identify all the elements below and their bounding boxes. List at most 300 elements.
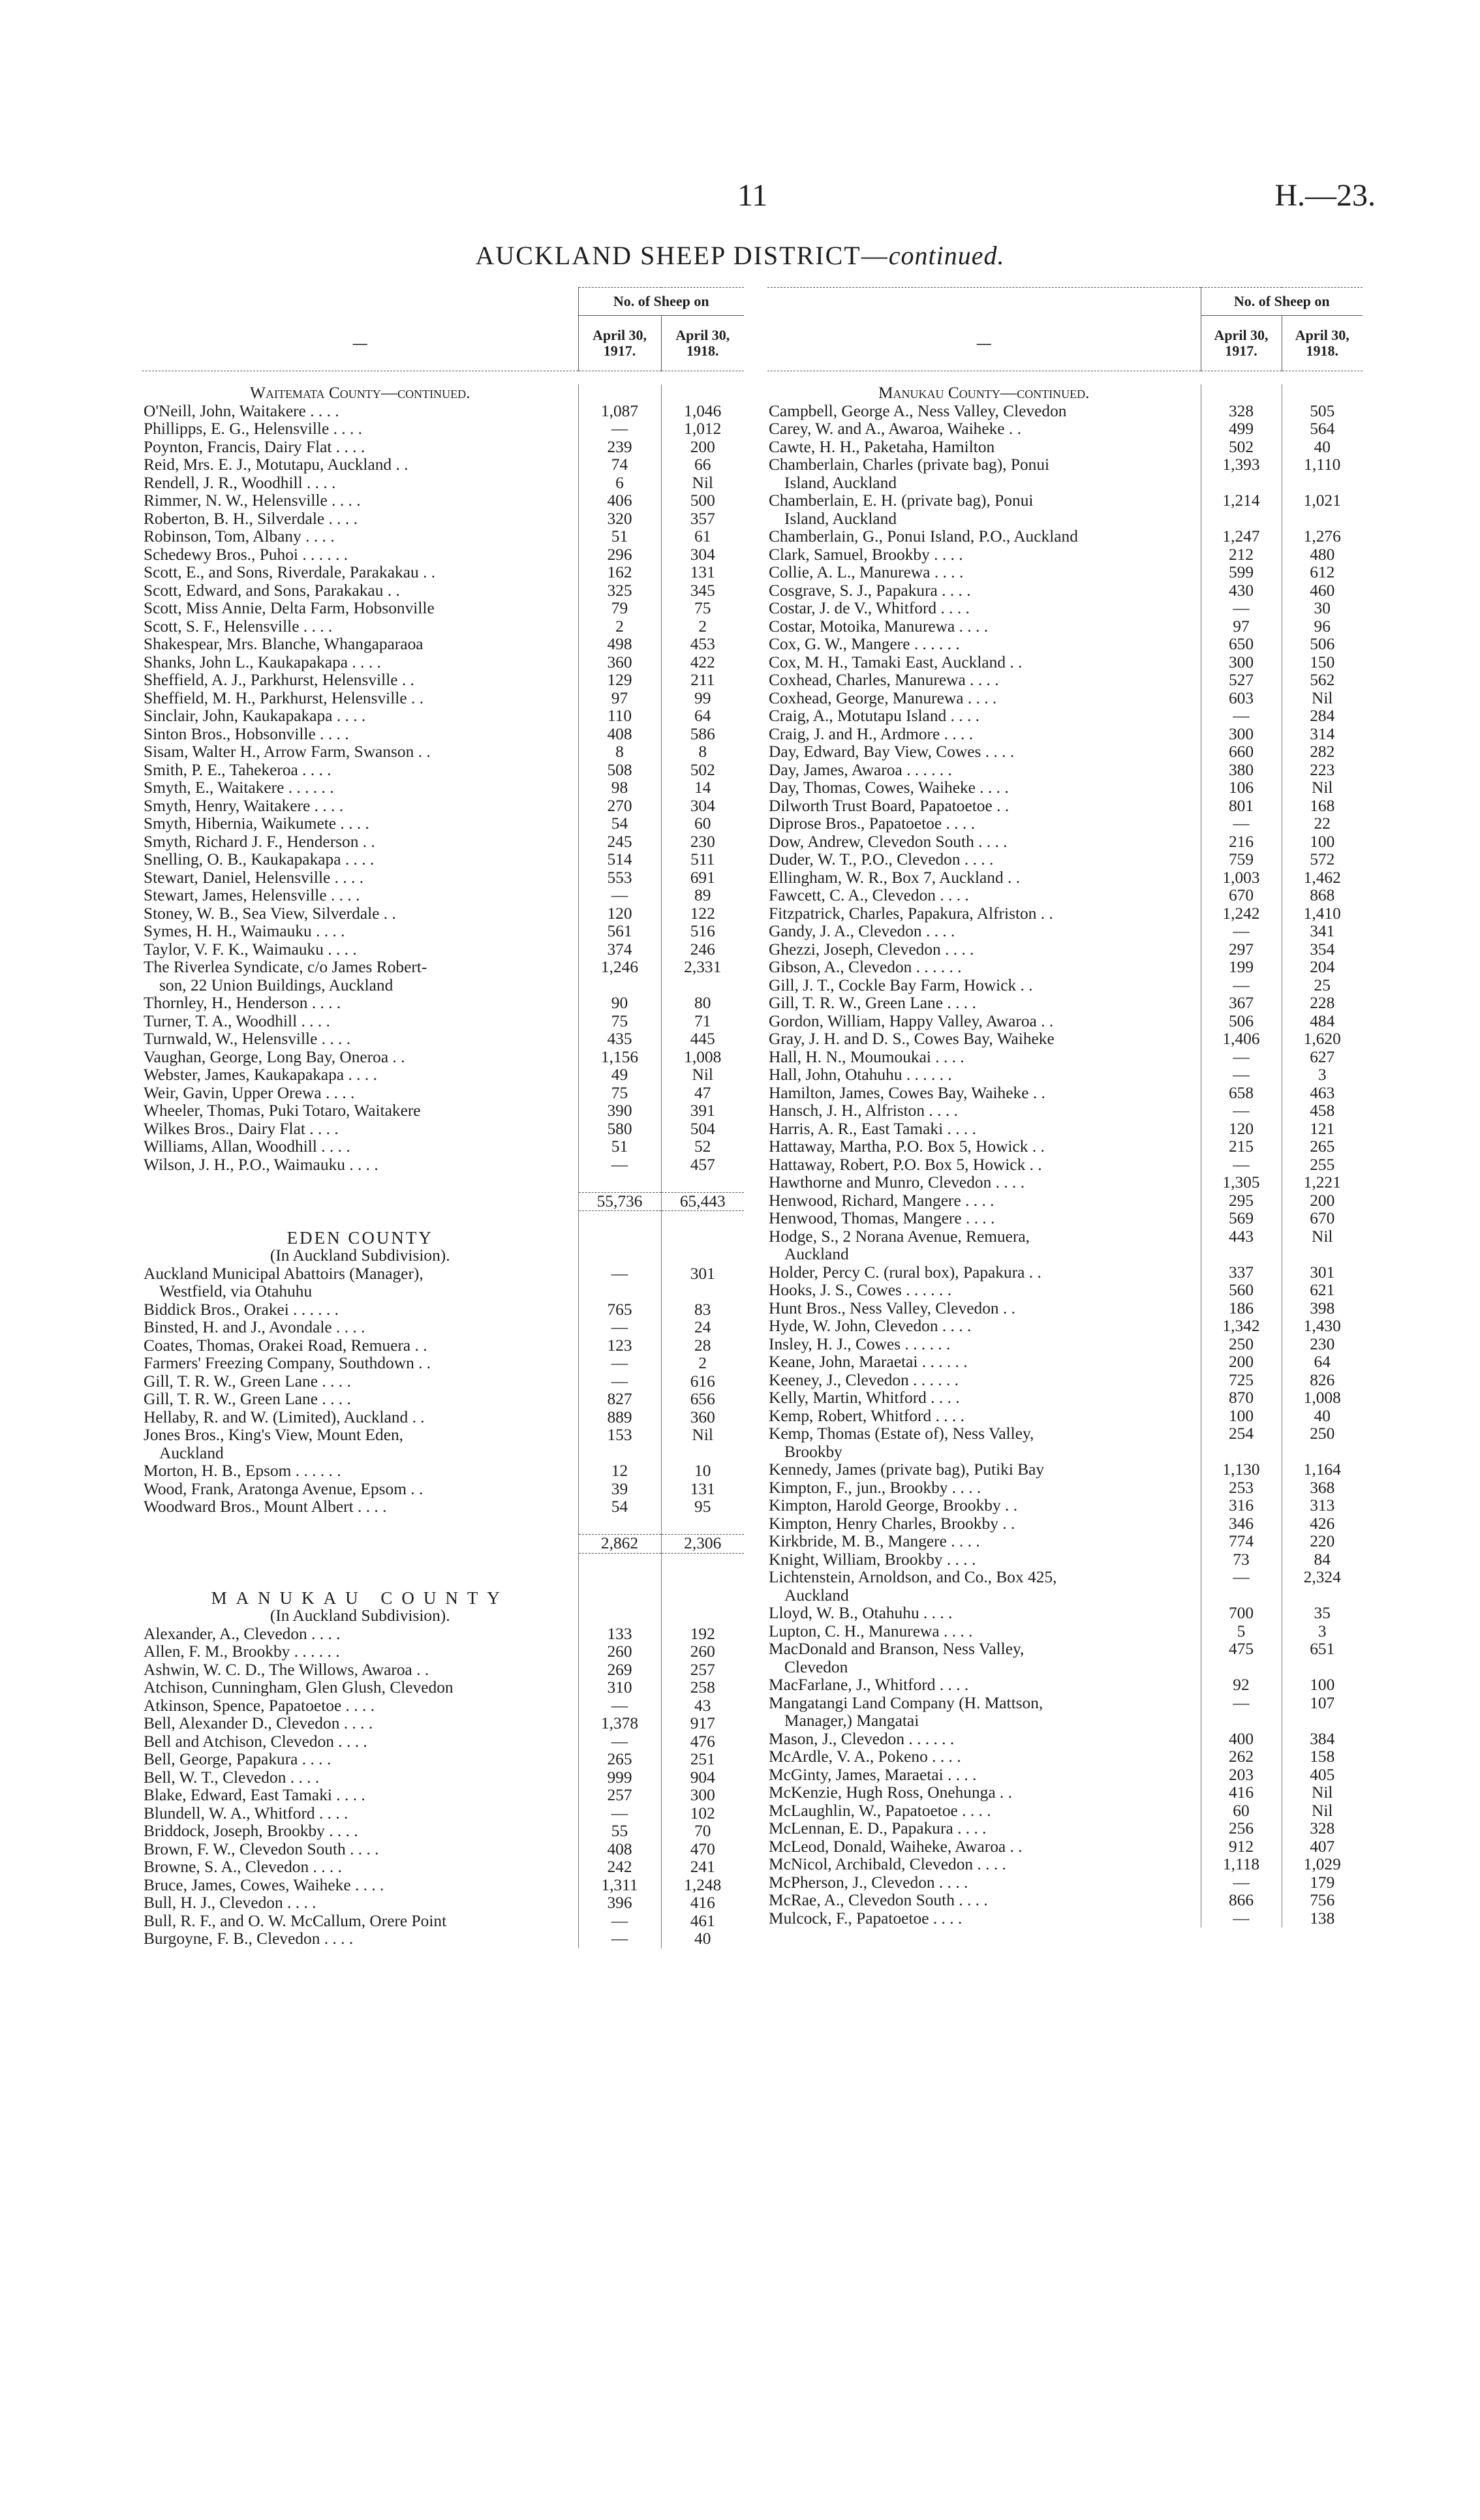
sheep-count-1918: 904 [661,1769,744,1787]
sheep-count-1917: 310 [578,1679,661,1697]
sheep-count-1917: 257 [578,1787,661,1805]
table-row [142,905,744,923]
owner-name: Insley, H. J., Cowes . . . . . . [769,1335,951,1353]
sheep-count-1918: 24 [661,1319,744,1337]
spacer-cell [578,1571,661,1590]
owner-name: Hyde, W. John, Clevedon . . . . [769,1317,972,1335]
sheep-count-1917: 435 [578,1030,661,1049]
sheep-count-1918: 756 [1282,1892,1363,1910]
empty-cell [578,1590,661,1608]
sheep-count-1918: 258 [661,1679,744,1697]
owner-name: Kemp, Thomas (Estate of), Ness Valley, [769,1425,1034,1443]
sheep-count-1918 [661,977,744,995]
sheep-count-1917 [1201,1659,1282,1677]
table-row [767,1497,1363,1515]
header-1918: April 30, 1918. [1282,316,1363,371]
table-row [142,1822,744,1841]
sheep-count-1918: 255 [1282,1156,1363,1175]
sheep-count-1918: 2,324 [1282,1569,1363,1587]
table-row [142,636,744,654]
sheep-count-1917: 100 [1201,1407,1282,1426]
sheep-count-1918: 457 [661,1156,744,1175]
sheep-count-1918: 66 [661,456,744,474]
owner-name: Shanks, John L., Kaukapakapa . . . . [144,653,381,671]
owner-name: McGinty, James, Maraetai . . . . [769,1766,977,1784]
sheep-count-1918 [1282,1659,1363,1677]
table-row [142,869,744,887]
sheep-count-1918: 3 [1282,1623,1363,1641]
sheep-count-1918: 150 [1282,654,1363,672]
sheep-count-1917: — [578,420,661,438]
sheep-count-1917: 408 [578,1841,661,1859]
owner-name: Auckland Municipal Abattoirs (Manager), [144,1265,424,1283]
owner-name: Carey, W. and A., Awaroa, Waiheke . . [769,420,1021,438]
sheep-count-1917: 725 [1201,1372,1282,1390]
sheep-count-1918: 83 [661,1301,744,1319]
owner-name: Gill, T. R. W., Green Lane . . . . [144,1391,351,1408]
table-row [767,564,1363,582]
spacer-row [142,1553,744,1571]
owner-name: MacFarlane, J., Whitford . . . . [769,1676,969,1694]
owner-name: Atkinson, Spence, Papatoetoe . . . . [144,1697,375,1715]
sheep-count-1917: — [578,1373,661,1391]
table-row [767,1784,1363,1802]
table-row [142,1301,744,1319]
sheep-count-1918: 453 [661,636,744,654]
sheep-count-1918: 3 [1282,1066,1363,1084]
table-row [142,743,744,761]
table-row [767,959,1363,977]
sheep-count-1917: 296 [578,546,661,564]
owner-name: Brown, F. W., Clevedon South . . . . [144,1840,379,1858]
sheep-count-1917: 2 [578,618,661,636]
total-row [142,1192,744,1211]
owner-name: Smyth, Henry, Waitakere . . . . [144,797,344,815]
sheep-count-1917: — [1201,1049,1282,1067]
sheep-count-1917 [578,1283,661,1301]
owner-name: Williams, Allan, Woodhill . . . . [144,1138,350,1156]
sheep-count-1917: 337 [1201,1264,1282,1282]
sheep-count-1918: 670 [1282,1210,1363,1228]
owner-name: Coxhead, George, Manurewa . . . . [769,689,997,707]
spacer-cell [661,1553,744,1571]
sheep-count-1917: 49 [578,1066,661,1084]
table-row [142,1643,744,1661]
table-row [767,977,1363,995]
sheep-count-1918: 64 [1282,1353,1363,1372]
sheep-count-1917: 1,087 [578,403,661,421]
owner-name: Scott, S. F., Helensville . . . . [144,617,333,636]
owner-name: Shakespear, Mrs. Blanche, Whangaparaoa [144,636,424,653]
sheep-count-1917: 603 [1201,690,1282,708]
table-row [142,618,744,636]
sheep-count-1917: 506 [1201,1013,1282,1031]
table-row [767,1120,1363,1139]
table-row [767,1587,1363,1605]
table-row [767,456,1363,474]
table-row [767,1102,1363,1120]
sheep-count-1918: 384 [1282,1730,1363,1749]
spacer-cell [578,1516,661,1535]
sheep-count-1918: 1,462 [1282,869,1363,887]
title-main: AUCKLAND SHEEP DISTRICT— [475,241,889,270]
sheep-count-1918: 179 [1282,1874,1363,1892]
sheep-count-1917: 97 [578,690,661,708]
sheep-count-1917: 186 [1201,1300,1282,1318]
table-row [767,923,1363,941]
owner-name: Vaughan, George, Long Bay, Oneroa . . [144,1048,405,1066]
sheep-count-1917: — [578,1930,661,1948]
total-label [142,1192,578,1211]
section-heading-row [142,1247,744,1265]
owner-name: Campbell, George A., Ness Valley, Clevedon [769,402,1067,420]
owner-name: O'Neill, John, Waitakere . . . . [144,402,339,420]
sheep-count-1917: 889 [578,1409,661,1427]
owner-name: Bruce, James, Cowes, Waiheke . . . . [144,1876,384,1894]
sheep-count-1918: 458 [1282,1102,1363,1120]
sheep-count-1917: 300 [1201,654,1282,672]
owner-name: Turner, T. A., Woodhill . . . . [144,1012,330,1030]
owner-name: Gill, J. T., Cockle Bay Farm, Howick . . [769,976,1033,994]
sheep-count-1917: 406 [578,492,661,510]
table-row [767,1317,1363,1336]
sheep-count-1918: 43 [661,1697,744,1715]
table-row [142,1697,744,1715]
sheep-count-1917: — [1201,977,1282,995]
total-1917: 55,736 [578,1192,661,1211]
table-row [142,456,744,474]
table-row [767,1676,1363,1695]
sheep-count-1918: 1,046 [661,403,744,421]
sheep-count-1917: 1,342 [1201,1317,1282,1336]
page-title [0,240,1480,271]
owner-name: Wood, Frank, Aratonga Avenue, Epsom . . [144,1480,424,1498]
table-row [767,1748,1363,1766]
table-row [142,1355,744,1373]
owner-name: Blake, Edward, East Tamaki . . . . [144,1787,365,1804]
owner-name: Smyth, Hibernia, Waikumete . . . . [144,815,369,833]
table-row [142,1337,744,1355]
owner-name: The Riverlea Syndicate, c/o James Robert- [144,959,427,976]
owner-name: Cosgrave, S. J., Papakura . . . . [769,581,971,600]
sheep-count-1917: 133 [578,1625,661,1644]
sheep-count-1918: 220 [1282,1533,1363,1551]
owner-name: Turnwald, W., Helensville . . . . [144,1030,351,1048]
sheep-count-1918: Nil [1282,1784,1363,1802]
table-row [767,671,1363,690]
table-row [767,1892,1363,1910]
sheep-count-1918: Nil [1282,1802,1363,1821]
empty-cell [578,384,661,403]
sheep-count-1918: 445 [661,1030,744,1049]
sheep-count-1917: 396 [578,1894,661,1913]
owner-name: McPherson, J., Clevedon . . . . [769,1873,968,1892]
sheep-count-1918: 200 [1282,1192,1363,1210]
sheep-count-1917: 123 [578,1337,661,1355]
sheep-count-1917: 346 [1201,1515,1282,1533]
table-row [767,743,1363,761]
right-column [767,287,1363,1928]
sheep-count-1918: 223 [1282,761,1363,780]
owner-name: Phillipps, E. G., Helensville . . . . [144,420,363,438]
owner-name: Auckland [784,1586,849,1605]
sheep-count-1917: 8 [578,743,661,761]
table-row [142,1066,744,1084]
table-row [142,779,744,797]
sheep-count-1918: 480 [1282,546,1363,564]
spacer-cell [142,1211,578,1229]
sheep-count-1918: 1,029 [1282,1856,1363,1874]
sheep-count-1918: 71 [661,1013,744,1031]
owner-name: Ashwin, W. C. D., The Willows, Awaroa . . [144,1661,429,1679]
sheep-count-1918: 52 [661,1138,744,1156]
sheep-count-1918: 463 [1282,1084,1363,1103]
sheep-count-1917 [1201,510,1282,529]
owner-name: Kennedy, James (private bag), Putiki Bay [769,1461,1045,1479]
owner-name: Harris, A. R., East Tamaki . . . . [769,1120,976,1138]
spacer-cell [142,1516,578,1535]
owner-name: Browne, S. A., Clevedon . . . . [144,1858,342,1876]
sheep-count-1918: 616 [661,1373,744,1391]
sheep-count-1918: 504 [661,1120,744,1139]
table-row [142,582,744,600]
sheep-count-1917: 380 [1201,761,1282,780]
sheep-count-1917: 561 [578,923,661,941]
sheep-count-1918: 300 [661,1787,744,1805]
sheep-count-1917: 599 [1201,564,1282,582]
sheep-count-1917: — [1201,815,1282,833]
sheep-count-1918: 341 [1282,923,1363,941]
sheep-count-1918: 461 [661,1913,744,1931]
total-1917: 2,862 [578,1535,661,1554]
table-row [767,1138,1363,1156]
table-row [142,510,744,529]
sheep-count-1917: 759 [1201,851,1282,869]
spacer-row [142,1211,744,1229]
sheep-count-1917: 260 [578,1643,661,1661]
owner-name: Roberton, B. H., Silverdale . . . . [144,510,358,528]
sheep-count-1917: 374 [578,941,661,959]
sheep-count-1918: 107 [1282,1695,1363,1713]
sheep-count-1917: 320 [578,510,661,529]
owner-name: Day, Thomas, Cowes, Waiheke . . . . [769,779,1009,797]
sheep-count-1918: 1,221 [1282,1174,1363,1192]
table-row [142,1391,744,1409]
sheep-count-1917: 1,406 [1201,1030,1282,1049]
sheep-count-1918: 1,248 [661,1877,744,1895]
sheep-count-1917: 162 [578,564,661,582]
sheep-count-1917: — [1201,1066,1282,1084]
sheep-count-1918: 562 [1282,671,1363,690]
owner-name: Sheffield, M. H., Parkhurst, Helensville . . [144,689,424,707]
table-row [767,1533,1363,1551]
table-row [767,1228,1363,1246]
section-heading: EDEN COUNTY [286,1229,433,1247]
table-row [767,815,1363,833]
sheep-count-1917: — [578,1319,661,1337]
table-row [767,1659,1363,1677]
table-row [767,1174,1363,1192]
sheep-count-1917 [1201,1443,1282,1462]
sheep-count-1918: 89 [661,887,744,905]
owner-name: Binsted, H. and J., Avondale . . . . [144,1319,365,1336]
sheep-count-1917: 6 [578,474,661,493]
owner-name: Westfield, via Otahuhu [159,1283,313,1300]
owner-name: Cox, G. W., Mangere . . . . . . [769,636,960,653]
sheep-count-1918: 1,164 [1282,1461,1363,1479]
sheep-count-1918: 282 [1282,743,1363,761]
owner-name: Taylor, V. F. K., Waimauku . . . . [144,940,357,959]
sheep-count-1917: 75 [578,1084,661,1103]
sheep-count-1918: Nil [1282,779,1363,797]
table-row [767,1551,1363,1569]
owner-name: Poynton, Francis, Dairy Flat . . . . [144,438,365,456]
sheep-count-1918: 75 [661,600,744,618]
sheep-count-1918: 422 [661,654,744,672]
sheep-count-1918: 211 [661,671,744,690]
table-row [142,797,744,816]
owner-name: McArdle, V. A., Pokeno . . . . [769,1748,961,1766]
table-row [142,1102,744,1120]
sheep-count-1918: 651 [1282,1640,1363,1659]
sheep-count-1918: 391 [661,1102,744,1120]
sheep-count-1917: 416 [1201,1784,1282,1802]
table-row [142,1426,744,1445]
owner-name: Allen, F. M., Brookby . . . . . . [144,1643,340,1661]
sheep-count-1917: 253 [1201,1479,1282,1498]
sheep-count-1917: 129 [578,671,661,690]
sheep-count-1917: 110 [578,707,661,726]
header-group: No. of Sheep on [578,288,744,316]
sheep-count-1917: 325 [578,582,661,600]
sheep-count-1918: 204 [1282,959,1363,977]
section-heading: (In Auckland Subdivision). [270,1607,450,1625]
table-row [767,761,1363,780]
sheep-count-1917: 514 [578,851,661,869]
section-heading: Waitemata County—continued. [249,384,470,402]
owner-name: Gill, T. R. W., Green Lane . . . . [769,994,976,1012]
owner-name: Lupton, C. H., Manurewa . . . . [769,1622,973,1640]
owner-name: Ghezzi, Joseph, Clevedon . . . . [769,940,974,959]
table-row [767,1695,1363,1713]
sheep-count-1918 [1282,1443,1363,1462]
table-row [767,1712,1363,1730]
owner-name: Kimpton, Henry Charles, Brookby . . [769,1514,1015,1533]
empty-cell [1201,384,1282,403]
table-row [142,1805,744,1823]
table-row [142,492,744,510]
sheep-count-1918: 70 [661,1822,744,1841]
sheep-count-1918: 30 [1282,600,1363,618]
sheep-count-1917: 60 [1201,1802,1282,1821]
sheep-count-1917: 98 [578,779,661,797]
sheep-count-1917: 200 [1201,1353,1282,1372]
table-row [767,1802,1363,1821]
table-row [767,438,1363,457]
owner-name: Diprose Bros., Papatoetoe . . . . [769,815,975,833]
sheep-count-1917: 408 [578,726,661,744]
table-row [767,941,1363,959]
owner-name: Kelly, Martin, Whitford . . . . [769,1389,960,1407]
sheep-count-1917: 553 [578,869,661,887]
sheep-count-1917: — [578,1156,661,1175]
owner-name: son, 22 Union Buildings, Auckland [159,976,393,994]
header-group: No. of Sheep on [1201,288,1363,316]
sheep-count-1918: 868 [1282,887,1363,905]
sheep-count-1917: 774 [1201,1533,1282,1551]
sheep-count-1917: 270 [578,797,661,816]
sheep-count-1918: 257 [661,1661,744,1680]
sheep-count-1917: — [1201,1102,1282,1120]
sheep-count-1917: 1,130 [1201,1461,1282,1479]
table-row [142,671,744,690]
table-row [767,1569,1363,1587]
spacer-cell [661,1211,744,1229]
sheep-count-1918: 1,276 [1282,528,1363,546]
owner-name: Kemp, Robert, Whitford . . . . [769,1407,964,1425]
sheep-count-1917: 55 [578,1822,661,1841]
table-row [767,1443,1363,1462]
sheep-count-1918: 502 [661,761,744,780]
owner-name: Cawte, H. H., Paketaha, Hamilton [769,438,995,456]
table-row [142,1733,744,1751]
table-row [767,528,1363,546]
sheep-count-1917: 443 [1201,1228,1282,1246]
owner-name: Collie, A. L., Manurewa . . . . [769,564,964,581]
table-row [767,833,1363,852]
sheep-count-1917: 360 [578,654,661,672]
owner-name: Hall, John, Otahuhu . . . . . . [769,1066,952,1084]
table-row [142,977,744,995]
sheep-count-1917: 527 [1201,671,1282,690]
sheep-count-1917: 475 [1201,1640,1282,1659]
sheep-count-1917 [1201,1712,1282,1730]
table-row [142,1156,744,1175]
owner-name: Gordon, William, Happy Valley, Awaroa . . [769,1012,1054,1030]
sheep-count-1918: 505 [1282,403,1363,421]
sheep-count-1918: 2,331 [661,959,744,977]
sheep-count-1917 [578,1445,661,1463]
owner-name: Craig, A., Motutapu Island . . . . [769,707,979,725]
sheep-count-1917 [1201,474,1282,493]
sheep-count-1918: 572 [1282,851,1363,869]
owner-name: McLaughlin, W., Papatoetoe . . . . [769,1802,991,1820]
table-row [142,1498,744,1516]
table-row [142,761,744,780]
sheep-count-1917: 5 [1201,1623,1282,1641]
table-row [767,1300,1363,1318]
sheep-count-1918: 84 [1282,1551,1363,1569]
table-row [767,1336,1363,1354]
empty-cell [661,1229,744,1248]
owner-name: Kimpton, Harold George, Brookby . . [769,1497,1018,1514]
sheep-count-1918 [1282,474,1363,493]
sheep-count-1918: 250 [1282,1425,1363,1443]
sheep-count-1918: 25 [1282,977,1363,995]
sheep-count-1918: 22 [1282,815,1363,833]
sheep-count-1918: 470 [661,1841,744,1859]
table-row [767,779,1363,797]
sheep-count-1917: 203 [1201,1766,1282,1785]
sheep-count-1917: 269 [578,1661,661,1680]
sheep-count-1918: 99 [661,690,744,708]
sheep-count-1918: 627 [1282,1049,1363,1067]
table-row [142,1661,744,1680]
sheep-count-1918: 14 [661,779,744,797]
table-row [767,707,1363,726]
section-heading: (In Auckland Subdivision). [270,1247,450,1265]
spacer-row [142,1516,744,1535]
